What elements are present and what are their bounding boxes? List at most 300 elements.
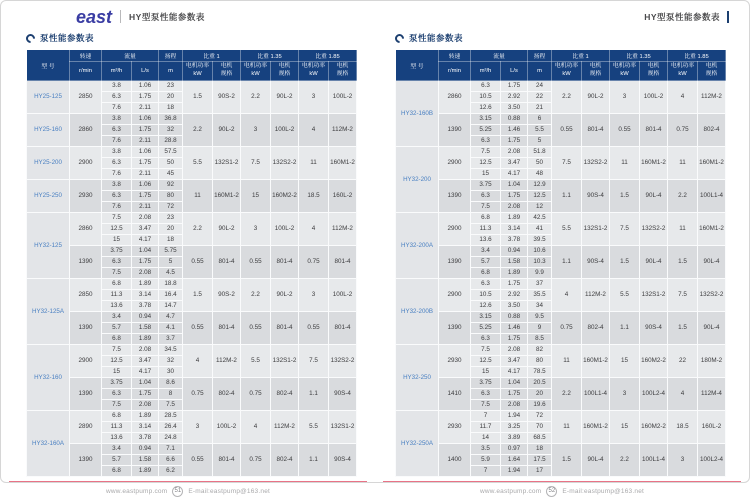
cell-flow-m3h: 3.75 bbox=[471, 180, 501, 191]
cell-head: 12 bbox=[528, 202, 552, 213]
cell-head: 3.7 bbox=[159, 334, 183, 345]
cell-head: 34.5 bbox=[159, 345, 183, 356]
col-header-motor-power: 电机功率 kW bbox=[610, 62, 640, 81]
cell-flow-m3h: 6.3 bbox=[471, 81, 501, 92]
section-title bbox=[1, 32, 375, 44]
cell-flow-m3h: 3.75 bbox=[102, 378, 132, 389]
cell-motor-spec: 132S2-2 bbox=[329, 345, 357, 378]
cell-flow-m3h: 6.8 bbox=[102, 279, 132, 290]
cell-flow-m3h: 10.5 bbox=[471, 92, 501, 103]
section-bullet-icon bbox=[24, 32, 37, 45]
col-header-gravity-1: 比重 1 bbox=[183, 50, 241, 62]
cell-flow-ls: 4.17 bbox=[501, 367, 528, 378]
cell-flow-ls: 2.11 bbox=[132, 169, 159, 180]
cell-motor-spec: 801-4 bbox=[329, 312, 357, 345]
cell-head: 6 bbox=[528, 114, 552, 125]
cell-flow-m3h: 7 bbox=[471, 411, 501, 422]
cell-head: 26.4 bbox=[159, 422, 183, 433]
cell-flow-m3h: 3.75 bbox=[471, 378, 501, 389]
cell-head: 17.5 bbox=[528, 455, 552, 466]
cell-flow-m3h: 7.5 bbox=[102, 400, 132, 411]
cell-flow-ls: 2.08 bbox=[501, 345, 528, 356]
cell-flow-m3h: 3.8 bbox=[102, 81, 132, 92]
col-header-flow: 流量 bbox=[102, 50, 159, 62]
cell-flow-ls: 0.97 bbox=[501, 444, 528, 455]
cell-motor-power: 5.5 bbox=[610, 279, 640, 312]
col-header-head-unit: m bbox=[159, 62, 183, 81]
cell-motor-spec: 801-4 bbox=[640, 114, 668, 147]
page-title: HY型泵性能参数表 bbox=[129, 11, 205, 22]
cell-motor-power: 0.55 bbox=[241, 312, 271, 345]
cell-flow-ls: 1.75 bbox=[132, 158, 159, 169]
cell-flow-ls: 3.50 bbox=[501, 301, 528, 312]
cell-flow-m3h: 13.6 bbox=[471, 235, 501, 246]
cell-flow-ls: 0.88 bbox=[501, 312, 528, 323]
cell-flow-ls: 1.89 bbox=[132, 279, 159, 290]
cell-flow-m3h: 7.5 bbox=[471, 400, 501, 411]
table-body bbox=[396, 81, 726, 477]
cell-head: 51.8 bbox=[528, 147, 552, 158]
cell-motor-power: 3 bbox=[610, 81, 640, 114]
cell-flow-m3h: 3.4 bbox=[471, 246, 501, 257]
table-row bbox=[396, 312, 726, 323]
footer-website: www.eastpump.com bbox=[479, 488, 542, 495]
cell-motor-power: 2.2 bbox=[183, 114, 213, 147]
cell-flow-m3h: 6.3 bbox=[471, 279, 501, 290]
cell-flow-m3h: 13.6 bbox=[102, 301, 132, 312]
cell-motor-power: 1.5 bbox=[668, 246, 698, 279]
cell-motor-spec: 160L-2 bbox=[329, 180, 357, 213]
cell-flow-ls: 1.64 bbox=[501, 455, 528, 466]
cell-motor-spec: 100L-2 bbox=[213, 411, 241, 444]
cell-flow-ls: 3.14 bbox=[132, 290, 159, 301]
cell-flow-ls: 1.75 bbox=[501, 136, 528, 147]
col-header-motor-power: 电机功率 kW bbox=[299, 62, 329, 81]
cell-flow-ls: 2.08 bbox=[132, 213, 159, 224]
cell-flow-ls: 4.17 bbox=[132, 367, 159, 378]
footer-email: E-mail:eastpump@163.net bbox=[562, 488, 645, 495]
cell-motor-power: 2.2 bbox=[552, 81, 582, 114]
cell-flow-m3h: 6.8 bbox=[471, 268, 501, 279]
col-header-speed-unit: r/min bbox=[439, 62, 471, 81]
cell-flow-ls: 3.14 bbox=[132, 422, 159, 433]
cell-model: HY25-160 bbox=[27, 114, 70, 147]
cell-head: 70 bbox=[528, 422, 552, 433]
cell-motor-spec: 801-4 bbox=[582, 114, 610, 147]
cell-flow-ls: 1.75 bbox=[132, 92, 159, 103]
cell-model: HY32-200B bbox=[396, 279, 439, 345]
cell-flow-ls: 1.75 bbox=[501, 191, 528, 202]
cell-flow-m3h: 12.5 bbox=[102, 224, 132, 235]
cell-motor-spec: 100L1-4 bbox=[698, 180, 726, 213]
cell-head: 35.5 bbox=[528, 290, 552, 301]
col-header-flow-unit-m3h: m³/h bbox=[471, 62, 501, 81]
cell-motor-power: 7.5 bbox=[299, 345, 329, 378]
cell-flow-ls: 1.75 bbox=[501, 279, 528, 290]
cell-motor-spec: 801-4 bbox=[213, 312, 241, 345]
cell-motor-spec: 160M1-2 bbox=[698, 147, 726, 180]
table-row bbox=[27, 246, 357, 257]
cell-motor-power: 1.1 bbox=[552, 180, 582, 213]
cell-flow-ls: 0.94 bbox=[132, 312, 159, 323]
cell-head: 12.9 bbox=[528, 180, 552, 191]
cell-motor-power: 0.75 bbox=[668, 114, 698, 147]
cell-head: 72 bbox=[528, 411, 552, 422]
col-header-gravity-2: 比重 1.35 bbox=[610, 50, 668, 62]
cell-motor-spec: 802-4 bbox=[582, 312, 610, 345]
cell-motor-power: 11 bbox=[552, 345, 582, 378]
cell-motor-power: 2.2 bbox=[552, 378, 582, 411]
cell-motor-spec: 160M1-2 bbox=[698, 213, 726, 246]
cell-flow-ls: 1.75 bbox=[132, 389, 159, 400]
cell-head: 32 bbox=[159, 125, 183, 136]
cell-motor-spec: 100L2-4 bbox=[698, 444, 726, 477]
table-row bbox=[396, 114, 726, 125]
east-logo: east bbox=[76, 6, 113, 27]
cell-flow-ls: 3.50 bbox=[501, 103, 528, 114]
cell-motor-spec: 112M-2 bbox=[329, 114, 357, 147]
cell-flow-ls: 1.94 bbox=[501, 411, 528, 422]
cell-model: HY32-200 bbox=[396, 147, 439, 213]
cell-speed: 2860 bbox=[70, 114, 102, 147]
cell-flow-m3h: 5.7 bbox=[102, 323, 132, 334]
cell-flow-ls: 0.88 bbox=[501, 114, 528, 125]
page-footer bbox=[375, 486, 749, 497]
cell-motor-power: 11 bbox=[610, 147, 640, 180]
cell-head: 9.9 bbox=[528, 268, 552, 279]
cell-motor-power: 0.75 bbox=[183, 378, 213, 411]
cell-flow-ls: 1.46 bbox=[501, 323, 528, 334]
cell-head: 32 bbox=[159, 356, 183, 367]
cell-flow-m3h: 7.5 bbox=[102, 213, 132, 224]
section-title bbox=[375, 32, 749, 44]
cell-flow-ls: 1.89 bbox=[132, 411, 159, 422]
cell-motor-spec: 160M1-2 bbox=[582, 345, 610, 378]
col-header-flow-unit-ls: L/s bbox=[501, 62, 528, 81]
cell-flow-ls: 1.75 bbox=[132, 257, 159, 268]
cell-motor-power: 5.5 bbox=[241, 345, 271, 378]
cell-head: 68.5 bbox=[528, 433, 552, 444]
cell-flow-ls: 1.06 bbox=[132, 81, 159, 92]
cell-motor-power: 11 bbox=[668, 147, 698, 180]
cell-motor-power: 3 bbox=[668, 444, 698, 477]
cell-motor-power: 2.2 bbox=[610, 444, 640, 477]
cell-flow-ls: 2.08 bbox=[501, 202, 528, 213]
col-header-motor-power: 电机功率 kW bbox=[183, 62, 213, 81]
cell-flow-m3h: 6.3 bbox=[471, 389, 501, 400]
cell-motor-spec: 160M1-2 bbox=[640, 147, 668, 180]
cell-head: 4.1 bbox=[159, 323, 183, 334]
cell-flow-ls: 2.92 bbox=[501, 92, 528, 103]
cell-motor-spec: 160M1-2 bbox=[213, 180, 241, 213]
cell-motor-power: 0.55 bbox=[183, 246, 213, 279]
cell-motor-power: 4 bbox=[299, 213, 329, 246]
cell-model: HY32-125A bbox=[27, 279, 70, 345]
col-header-head-unit: m bbox=[528, 62, 552, 81]
cell-motor-spec: 100L-2 bbox=[329, 81, 357, 114]
cell-motor-power: 3 bbox=[299, 81, 329, 114]
cell-flow-ls: 1.04 bbox=[132, 246, 159, 257]
cell-flow-ls: 0.94 bbox=[501, 246, 528, 257]
cell-flow-ls: 2.08 bbox=[132, 400, 159, 411]
cell-motor-power: 11 bbox=[668, 213, 698, 246]
cell-speed: 2850 bbox=[70, 81, 102, 114]
cell-motor-power: 7.5 bbox=[668, 279, 698, 312]
cell-flow-ls: 1.06 bbox=[132, 180, 159, 191]
cell-motor-spec: 90S-4 bbox=[329, 378, 357, 411]
cell-head: 20 bbox=[528, 389, 552, 400]
cell-head: 19.6 bbox=[528, 400, 552, 411]
cell-flow-m3h: 11.7 bbox=[471, 422, 501, 433]
col-header-motor-spec: 电机 规格 bbox=[640, 62, 668, 81]
cell-motor-power: 0.75 bbox=[241, 444, 271, 477]
cell-motor-power: 4 bbox=[299, 114, 329, 147]
cell-flow-m3h: 6.3 bbox=[102, 191, 132, 202]
cell-speed: 2900 bbox=[439, 279, 471, 312]
cell-head: 20 bbox=[159, 92, 183, 103]
cell-head: 7.1 bbox=[159, 444, 183, 455]
cell-flow-ls: 3.47 bbox=[132, 356, 159, 367]
header-row-groups bbox=[27, 50, 357, 62]
col-header-flow: 流量 bbox=[471, 50, 528, 62]
cell-motor-spec: 160M1-2 bbox=[582, 411, 610, 444]
col-header-gravity-2: 比重 1.35 bbox=[241, 50, 299, 62]
cell-flow-ls: 3.25 bbox=[501, 422, 528, 433]
cell-motor-power: 1.5 bbox=[552, 444, 582, 477]
cell-motor-spec: 112M-2 bbox=[698, 81, 726, 114]
cell-motor-power: 18.5 bbox=[668, 411, 698, 444]
cell-flow-m3h: 3.75 bbox=[102, 246, 132, 257]
cell-flow-m3h: 3.15 bbox=[471, 114, 501, 125]
cell-head: 10.6 bbox=[528, 246, 552, 257]
cell-flow-ls: 2.11 bbox=[132, 103, 159, 114]
cell-flow-m3h: 6.3 bbox=[471, 191, 501, 202]
cell-motor-power: 11 bbox=[299, 147, 329, 180]
cell-speed: 1390 bbox=[439, 246, 471, 279]
cell-flow-m3h: 12.6 bbox=[471, 301, 501, 312]
cell-head: 8 bbox=[159, 389, 183, 400]
cell-flow-ls: 3.89 bbox=[501, 433, 528, 444]
header-row-units bbox=[27, 62, 357, 81]
page-title: HY型泵性能参数表 bbox=[644, 11, 720, 22]
cell-flow-m3h: 3.15 bbox=[471, 312, 501, 323]
section-title-label: 泵性能参数表 bbox=[40, 33, 95, 43]
cell-motor-spec: 160M2-2 bbox=[271, 180, 299, 213]
cell-motor-power: 0.75 bbox=[299, 246, 329, 279]
cell-head: 5 bbox=[159, 257, 183, 268]
cell-head: 14.7 bbox=[159, 301, 183, 312]
cell-head: 37 bbox=[528, 279, 552, 290]
cell-flow-m3h: 15 bbox=[102, 235, 132, 246]
cell-flow-m3h: 3.4 bbox=[102, 312, 132, 323]
cell-flow-m3h: 10.5 bbox=[471, 290, 501, 301]
cell-speed: 1390 bbox=[439, 114, 471, 147]
cell-motor-spec: 90L-2 bbox=[213, 114, 241, 147]
cell-flow-ls: 2.08 bbox=[501, 400, 528, 411]
cell-flow-m3h: 6.3 bbox=[102, 125, 132, 136]
header-row-groups bbox=[396, 50, 726, 62]
cell-flow-m3h: 7.5 bbox=[102, 268, 132, 279]
cell-speed: 2900 bbox=[70, 345, 102, 378]
cell-flow-ls: 1.58 bbox=[132, 323, 159, 334]
cell-head: 50 bbox=[528, 158, 552, 169]
cell-flow-m3h: 3.8 bbox=[102, 180, 132, 191]
cell-motor-power: 1.5 bbox=[668, 312, 698, 345]
cell-speed: 2900 bbox=[439, 147, 471, 180]
cell-motor-power: 1.5 bbox=[610, 246, 640, 279]
cell-head: 28.8 bbox=[159, 136, 183, 147]
cell-motor-power: 0.55 bbox=[552, 114, 582, 147]
table-row bbox=[27, 378, 357, 389]
cell-flow-ls: 0.94 bbox=[132, 444, 159, 455]
header-accent-bar bbox=[727, 11, 729, 23]
table-row bbox=[27, 213, 357, 224]
cell-model: HY32-200A bbox=[396, 213, 439, 279]
cell-motor-power: 4 bbox=[183, 345, 213, 378]
col-header-motor-power: 电机功率 kW bbox=[241, 62, 271, 81]
cell-speed: 2930 bbox=[439, 411, 471, 444]
page-number-badge: 51 bbox=[172, 486, 183, 497]
cell-head: 57.5 bbox=[159, 147, 183, 158]
cell-speed: 2900 bbox=[70, 147, 102, 180]
cell-motor-spec: 132S1-2 bbox=[582, 213, 610, 246]
cell-head: 18 bbox=[159, 235, 183, 246]
cell-flow-m3h: 6.8 bbox=[102, 411, 132, 422]
page-right bbox=[375, 1, 749, 495]
cell-flow-m3h: 12.6 bbox=[471, 103, 501, 114]
cell-motor-spec: 132S2-2 bbox=[271, 147, 299, 180]
cell-head: 80 bbox=[528, 356, 552, 367]
cell-motor-power: 0.55 bbox=[183, 312, 213, 345]
cell-model: HY32-250A bbox=[396, 411, 439, 477]
table-row bbox=[396, 246, 726, 257]
cell-head: 18 bbox=[159, 103, 183, 114]
cell-model: HY32-160B bbox=[396, 81, 439, 147]
cell-head: 17 bbox=[528, 466, 552, 477]
cell-head: 16.4 bbox=[159, 290, 183, 301]
cell-motor-power: 15 bbox=[241, 180, 271, 213]
cell-head: 45 bbox=[159, 169, 183, 180]
cell-speed: 2890 bbox=[70, 411, 102, 444]
cell-flow-m3h: 11.3 bbox=[102, 422, 132, 433]
cell-head: 5.5 bbox=[528, 125, 552, 136]
col-header-speed-unit: r/min bbox=[70, 62, 102, 81]
cell-flow-m3h: 6.3 bbox=[102, 389, 132, 400]
cell-flow-m3h: 3.8 bbox=[102, 114, 132, 125]
cell-head: 34 bbox=[528, 301, 552, 312]
cell-motor-power: 1.1 bbox=[552, 246, 582, 279]
cell-motor-spec: 160M2-2 bbox=[640, 411, 668, 444]
cell-flow-m3h: 7.6 bbox=[102, 103, 132, 114]
cell-motor-power: 7.5 bbox=[241, 147, 271, 180]
page-header-left bbox=[1, 1, 375, 27]
cell-speed: 2930 bbox=[70, 180, 102, 213]
cell-flow-m3h: 12.5 bbox=[102, 356, 132, 367]
cell-motor-spec: 100L-2 bbox=[329, 279, 357, 312]
cell-flow-m3h: 11.3 bbox=[102, 290, 132, 301]
cell-motor-spec: 802-4 bbox=[698, 114, 726, 147]
cell-flow-ls: 2.08 bbox=[501, 147, 528, 158]
cell-flow-ls: 1.04 bbox=[501, 180, 528, 191]
cell-flow-ls: 3.47 bbox=[132, 224, 159, 235]
col-header-speed: 转速 bbox=[439, 50, 471, 62]
cell-head: 4.7 bbox=[159, 312, 183, 323]
page-number-badge: 52 bbox=[546, 486, 557, 497]
cell-motor-spec: 90L-2 bbox=[271, 279, 299, 312]
col-header-gravity-3: 比重 1.85 bbox=[299, 50, 357, 62]
cell-head: 21 bbox=[528, 103, 552, 114]
col-header-speed: 转速 bbox=[70, 50, 102, 62]
col-header-flow-unit-m3h: m³/h bbox=[102, 62, 132, 81]
cell-flow-ls: 4.17 bbox=[501, 169, 528, 180]
col-header-flow-unit-ls: L/s bbox=[132, 62, 159, 81]
cell-motor-spec: 90S-4 bbox=[582, 180, 610, 213]
cell-flow-ls: 3.14 bbox=[501, 224, 528, 235]
cell-head: 22 bbox=[528, 92, 552, 103]
cell-motor-power: 5.5 bbox=[299, 411, 329, 444]
cell-motor-spec: 160M2-2 bbox=[640, 345, 668, 378]
cell-flow-m3h: 6.3 bbox=[471, 136, 501, 147]
cell-head: 24 bbox=[528, 81, 552, 92]
cell-speed: 2930 bbox=[439, 345, 471, 378]
cell-motor-power: 18.5 bbox=[299, 180, 329, 213]
cell-flow-m3h: 7.6 bbox=[102, 169, 132, 180]
cell-head: 5 bbox=[528, 136, 552, 147]
cell-flow-ls: 3.78 bbox=[132, 433, 159, 444]
cell-flow-m3h: 3.4 bbox=[102, 444, 132, 455]
cell-head: 20 bbox=[159, 224, 183, 235]
col-header-motor-power: 电机功率 kW bbox=[552, 62, 582, 81]
cell-head: 24.8 bbox=[159, 433, 183, 444]
cell-head: 42.5 bbox=[528, 213, 552, 224]
cell-flow-m3h: 6.3 bbox=[102, 257, 132, 268]
cell-motor-spec: 90L-4 bbox=[582, 444, 610, 477]
cell-head: 39.5 bbox=[528, 235, 552, 246]
cell-speed: 1390 bbox=[439, 312, 471, 345]
cell-motor-power: 7.5 bbox=[610, 213, 640, 246]
cell-flow-m3h: 7.6 bbox=[102, 202, 132, 213]
cell-motor-spec: 112M-4 bbox=[698, 378, 726, 411]
table-row bbox=[27, 345, 357, 356]
cell-head: 30 bbox=[159, 367, 183, 378]
cell-motor-power: 1.5 bbox=[183, 81, 213, 114]
cell-speed: 1390 bbox=[70, 378, 102, 411]
table-row bbox=[396, 81, 726, 92]
cell-head: 48 bbox=[528, 169, 552, 180]
cell-motor-power: 0.75 bbox=[552, 312, 582, 345]
cell-motor-power: 3 bbox=[299, 279, 329, 312]
cell-motor-power: 0.55 bbox=[610, 114, 640, 147]
cell-flow-ls: 4.17 bbox=[132, 235, 159, 246]
cell-head: 78.5 bbox=[528, 367, 552, 378]
cell-flow-ls: 1.75 bbox=[132, 125, 159, 136]
cell-motor-spec: 802-4 bbox=[271, 444, 299, 477]
cell-motor-power: 0.75 bbox=[241, 378, 271, 411]
cell-motor-power: 11 bbox=[552, 411, 582, 444]
cell-motor-power: 4 bbox=[668, 81, 698, 114]
cell-motor-power: 4 bbox=[668, 378, 698, 411]
cell-head: 10.3 bbox=[528, 257, 552, 268]
table-body bbox=[27, 81, 357, 477]
cell-speed: 1390 bbox=[70, 312, 102, 345]
cell-flow-ls: 3.47 bbox=[501, 158, 528, 169]
cell-motor-spec: 100L-2 bbox=[640, 81, 668, 114]
cell-speed: 2860 bbox=[439, 81, 471, 114]
pump-parameter-table-left bbox=[26, 49, 357, 477]
cell-flow-m3h: 15 bbox=[102, 367, 132, 378]
cell-speed: 2850 bbox=[70, 279, 102, 312]
col-header-head: 扬程 bbox=[528, 50, 552, 62]
